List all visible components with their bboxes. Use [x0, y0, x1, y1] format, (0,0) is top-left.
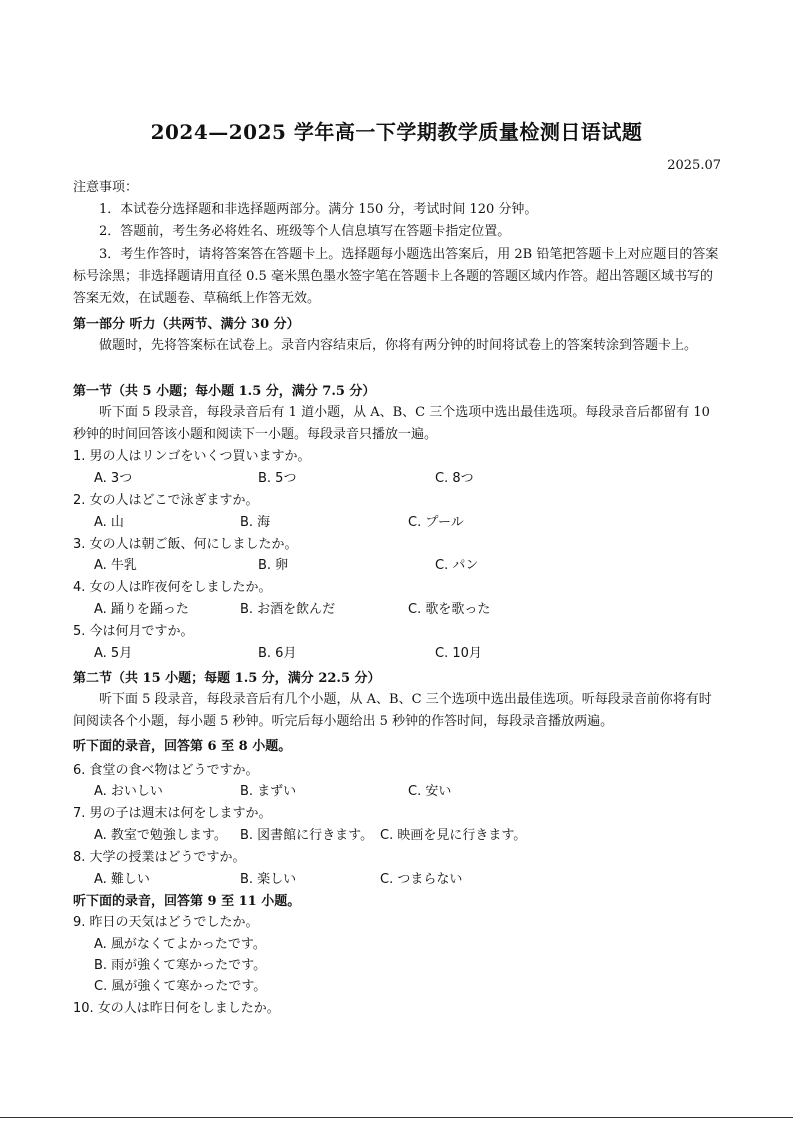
question-1: 1. 男の人はリンゴをいくつ買いますか。: [73, 449, 311, 464]
section2-intro: 听下面 5 段录音，每段录音后有几个小题，从 A、B、C 三个选项中选出最佳选项。听每段录音前你将有时间阅读各个小题，每小题 5 秒钟。听完后每小题给出 5 秒钟的作答时间，每段录音播放两遍。: [73, 692, 712, 729]
question-9-option-b: B. 雨が強くて寒かったです。: [94, 958, 267, 973]
question-7: 7. 男の子は週末は何をしますか。: [73, 806, 272, 821]
section1-intro: 听下面 5 段录音，每段录音后有 1 道小题，从 A、B、C 三个选项中选出最佳选项。每段录音后都留有 10 秒钟的时间回答该小题和阅读下一小题。每段录音只播放一遍。: [73, 405, 710, 442]
question-4-option-b: B. お酒を飲んだ: [240, 602, 336, 617]
question-9-option-a: A. 風がなくてよかったです。: [94, 937, 266, 952]
group1-heading: 听下面的录音，回答第 6 至 8 小题。: [73, 739, 292, 754]
question-2-option-c: C. プール: [408, 515, 464, 530]
section1-heading: 第一节（共 5 小题；每小题 1.5 分，满分 7.5 分）: [73, 384, 376, 399]
part1-heading: 第一部分 听力（共两节、满分 30 分）: [73, 317, 300, 332]
question-5-option-b: B. 6月: [258, 646, 297, 661]
question-5-option-c: C. 10月: [435, 646, 482, 661]
page-bottom-rule: [0, 1117, 793, 1118]
question-1-option-b: B. 5つ: [258, 471, 297, 486]
notice-heading: 注意事项：: [73, 180, 139, 195]
question-9: 9. 昨日の天気はどうでしたか。: [73, 915, 259, 930]
question-6: 6. 食堂の食べ物はどうですか。: [73, 763, 259, 778]
question-8-option-c: C. つまらない: [380, 872, 463, 887]
question-6-option-a: A. おいしい: [94, 784, 163, 799]
question-6-option-c: C. 安い: [408, 784, 452, 799]
question-8-option-a: A. 難しい: [94, 872, 150, 887]
question-10: 10. 女の人は昨日何をしましたか。: [73, 1001, 280, 1016]
question-1-option-a: A. 3つ: [94, 471, 133, 486]
question-5: 5. 今は何月ですか。: [73, 624, 194, 639]
question-2-option-b: B. 海: [240, 515, 271, 530]
question-3-option-c: C. パン: [435, 558, 479, 573]
exam-date: 2025.07: [667, 158, 721, 173]
notice-item-2: 2．答题前，考生务必将姓名、班级等个人信息填写在答题卡指定位置。: [99, 224, 511, 239]
question-7-option-c: C. 映画を見に行きます。: [380, 828, 527, 843]
question-2-option-a: A. 山: [94, 515, 124, 530]
question-7-option-b: B. 図書館に行きます。: [240, 828, 374, 843]
section2-heading: 第二节（共 15 小题；每题 1.5 分，满分 22.5 分）: [73, 671, 381, 686]
notice-item-1: 1．本试卷分选择题和非选择题两部分。满分 150 分，考试时间 120 分钟。: [99, 202, 538, 217]
question-5-option-a: A. 5月: [94, 646, 133, 661]
question-3-option-a: A. 牛乳: [94, 558, 137, 573]
question-6-option-b: B. まずい: [240, 784, 297, 799]
question-4-option-c: C. 歌を歌った: [408, 602, 491, 617]
question-8: 8. 大学の授業はどうですか。: [73, 850, 246, 865]
question-8-option-b: B. 楽しい: [240, 872, 297, 887]
exam-title: 2024—2025 学年高一下学期教学质量检测日语试题: [150, 120, 643, 144]
question-3: 3. 女の人は朝ご飯、何にしましたか。: [73, 537, 298, 552]
question-7-option-a: A. 教室で勉強します。: [94, 828, 227, 843]
question-1-option-c: C. 8つ: [435, 471, 474, 486]
group2-heading: 听下面的录音，回答第 9 至 11 小题。: [73, 894, 301, 909]
question-2: 2. 女の人はどこで泳ぎますか。: [73, 493, 259, 508]
notice-item-3: 3．考生作答时，请将答案答在答题卡上。选择题每小题选出答案后，用 2B 铅笔把答题卡上对应题目的答案标号涂黑；非选择题请用直径 0.5 毫米黑色墨水签字笔在答题卡上各题的答题区域内作答。超出答题区域书写的答案无效，在试题卷、草稿纸上作答无效。: [73, 247, 719, 306]
question-4-option-a: A. 踊りを踊った: [94, 602, 189, 617]
question-9-option-c: C. 風が強くて寒かったです。: [94, 979, 267, 994]
question-3-option-b: B. 卵: [258, 558, 289, 573]
question-4: 4. 女の人は昨夜何をしましたか。: [73, 580, 272, 595]
part1-intro: 做题时，先将答案标在试卷上。录音内容结束后，你将有两分钟的时间将试卷上的答案转涂到答题卡上。: [99, 338, 698, 353]
